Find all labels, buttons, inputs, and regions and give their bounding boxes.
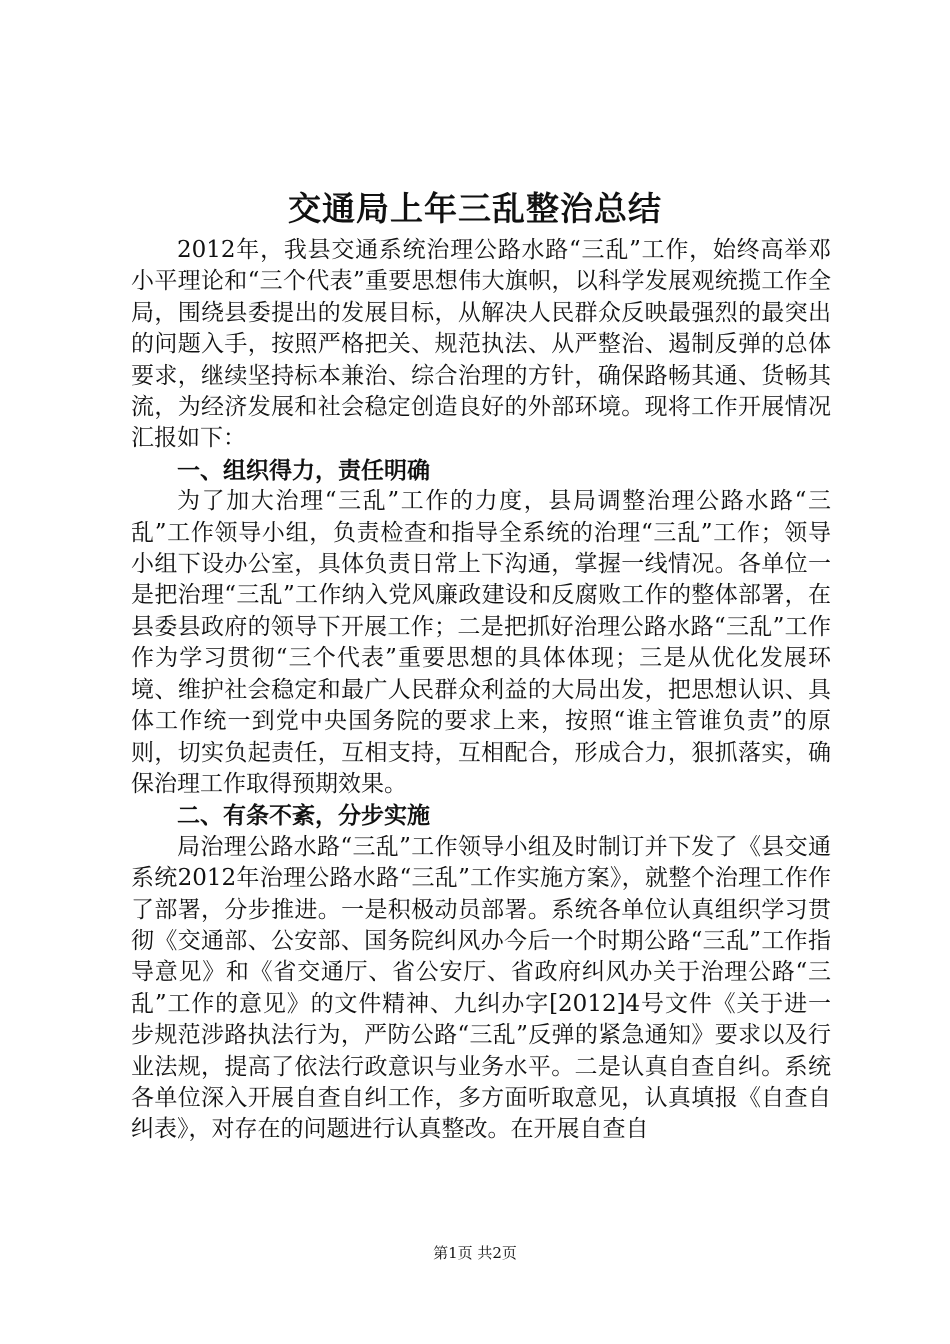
section-2-paragraph: 局治理公路水路“三乱”工作领导小组及时制订并下发了《县交通系统2012年治理公路水路“三乱”工作实施方案》，就整个治理工作作了部署，分步推进。一是积极动员部署。系统各单位认真组织学习贯彻《交通部、公安部、国务院纠风办今后一个时期公路“三乱”工作指导意见》和《省交通厅、省公安厅、省政府纠风办关于治理公路“三乱”工作的意见》的文件精神、九纠办字[2012]4号文件《关于进一步规范涉路执法行为，严防公路“三乱”反弹的紧急通知》要求以及行业法规，提高了依法行政意识与业务水平。二是认真自查自纠。系统各单位深入开展自查自纠工作，多方面听取意见，认真填报《自查自纠表》，对存在的问题进行认真整改。在开展自查自 xyxy=(131,833,831,1143)
section-1-paragraph: 为了加大治理“三乱”工作的力度，县局调整治理公路水路“三乱”工作领导小组，负责检查和指导全系统的治理“三乱”工作；领导小组下设办公室，具体负责日常上下沟通，掌握一线情况。各单位一是把治理“三乱”工作纳入党风廉政建设和反腐败工作的整体部署，在县委县政府的领导下开展工作；二是把抓好治理公路水路“三乱”工作作为学习贯彻“三个代表”重要思想的具体体现；三是从优化发展环境、维护社会稳定和最广人民群众利益的大局出发，把思想认识、具体工作统一到党中央国务院的要求上来，按照“谁主管谁负责”的原则，切实负起责任，互相支持，互相配合，形成合力，狠抓落实，确保治理工作取得预期效果。 xyxy=(131,488,831,797)
section-heading-1: 一、组织得力，责任明确 xyxy=(177,456,430,484)
document-body xyxy=(131,235,831,1146)
intro-paragraph: 2012年，我县交通系统治理公路水路“三乱”工作，始终高举邓小平理论和“三个代表”重要思想伟大旗帜，以科学发展观统揽工作全局，围绕县委提出的发展目标，从解决人民群众反映最强烈的最突出的问题入手，按照严格把关、规范执法、从严整治、遏制反弹的总体要求，继续坚持标本兼治、综合治理的方针，确保路畅其通、货畅其流，为经济发展和社会稳定创造良好的外部环境。现将工作开展情况汇报如下： xyxy=(131,237,831,452)
document-title: 交通局上年三乱整治总结 xyxy=(288,189,662,228)
section-heading-2: 二、有条不紊，分步实施 xyxy=(177,802,430,830)
page-footer: 第1页 共2页 xyxy=(433,1244,517,1262)
